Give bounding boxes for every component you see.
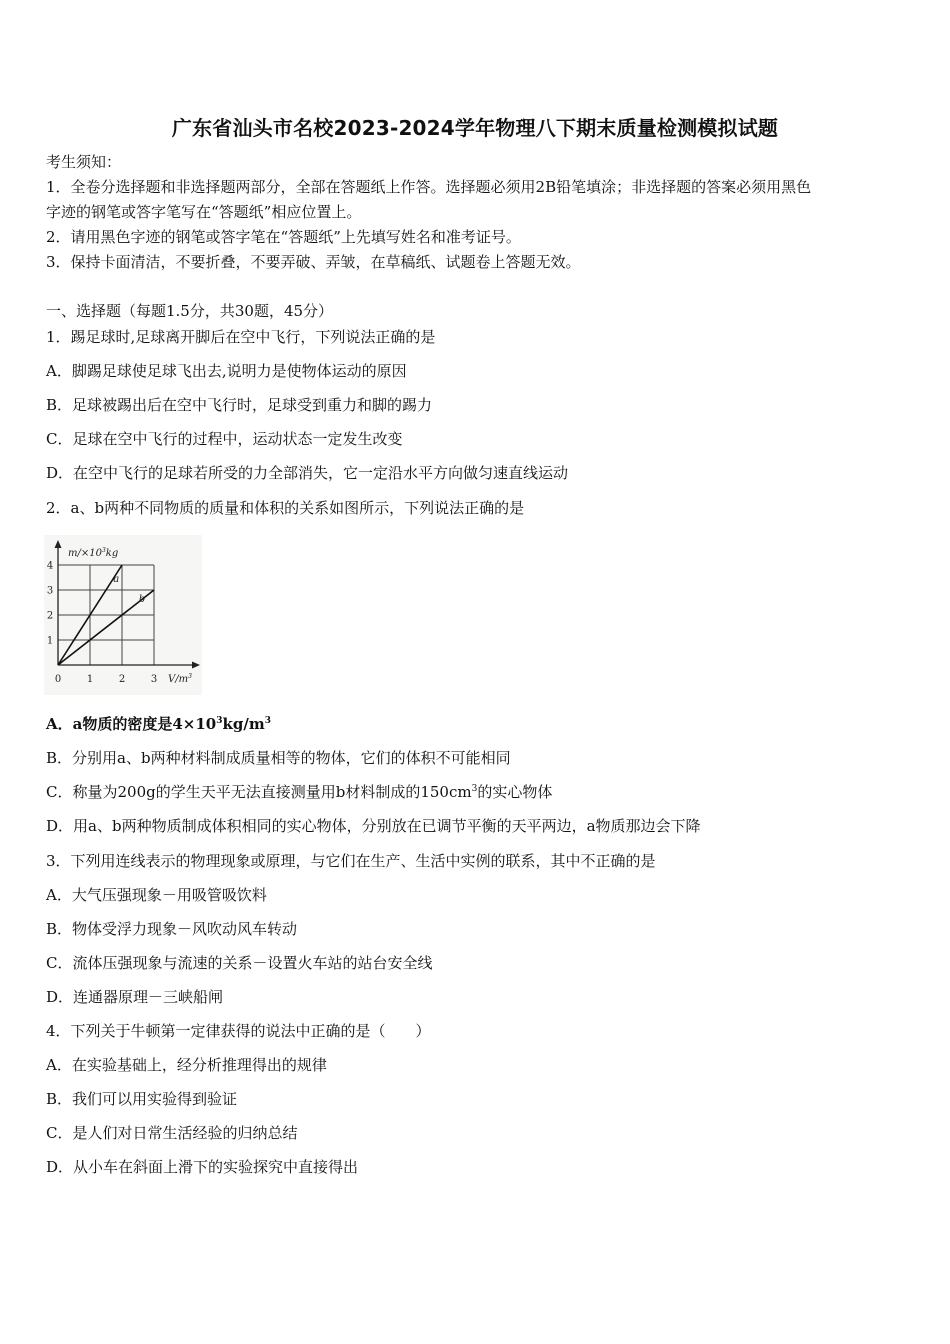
y-tick-label: 3 <box>46 585 54 597</box>
q4-option-a: A．在实验基础上，经分析推理得出的规律 <box>46 1056 327 1074</box>
q1-option-b: B．足球被踢出后在空中飞行时，足球受到重力和脚的踢力 <box>46 396 433 414</box>
q3-option-a: A．大气压强现象－用吸管吸饮料 <box>46 886 267 904</box>
q3-option-c: C．流体压强现象与流速的关系－设置火车站的站台安全线 <box>46 954 433 972</box>
notice-heading: 考生须知： <box>46 153 122 171</box>
y-tick-label: 1 <box>46 635 54 647</box>
x-axis-arrow <box>192 662 200 669</box>
mass-volume-graph <box>44 535 202 695</box>
q1-option-c: C．足球在空中飞行的过程中，运动状态一定发生改变 <box>46 430 403 448</box>
q3-stem: 3．下列用连线表示的物理现象或原理，与它们在生产、生活中实例的联系，其中不正确的是 <box>46 852 656 870</box>
y-axis-arrow <box>55 540 62 548</box>
q4-option-c: C．是人们对日常生活经验的归纳总结 <box>46 1124 298 1142</box>
notice-item-1-line-2: 字迹的钢笔或答字笔写在“答题纸”相应位置上。 <box>46 203 362 221</box>
origin-label: 0 <box>54 674 62 685</box>
q4-option-b: B．我们可以用实验得到验证 <box>46 1090 238 1108</box>
x-tick-label: 1 <box>86 674 94 685</box>
x-tick-label: 2 <box>118 674 126 685</box>
notice-item-3: 3．保持卡面清洁，不要折叠，不要弄破、弄皱，在草稿纸、试题卷上答题无效。 <box>46 253 581 271</box>
q1-option-a: A．脚踢足球使足球飞出去,说明力是使物体运动的原因 <box>46 362 407 380</box>
q2-option-b: B．分别用a、b两种材料制成质量相等的物体，它们的体积不可能相同 <box>46 749 511 767</box>
page-title: 广东省汕头市名校2023-2024学年物理八下期末质量检测模拟试题 <box>171 116 779 140</box>
y-tick-label: 2 <box>46 610 54 622</box>
q2-stem: 2．a、b两种不同物质的质量和体积的关系如图所示，下列说法正确的是 <box>46 499 525 517</box>
q2-option-a: A．a物质的密度是$4\times 10^3kg/m^3$ <box>46 715 272 733</box>
section-heading: 一、选择题（每题1.5分，共30题，45分） <box>46 302 334 320</box>
chart-grid <box>58 565 154 665</box>
q3-option-b: B．物体受浮力现象－风吹动风车转动 <box>46 920 298 938</box>
notice-item-2: 2．请用黑色字迹的钢笔或答字笔在“答题纸”上先填写姓名和准考证号。 <box>46 228 521 246</box>
mass-volume-chart-svg <box>44 535 202 695</box>
q2-option-d: D．用a、b两种物质制成体积相同的实心物体，分别放在已调节平衡的天平两边，a物质那边会下降 <box>46 817 701 835</box>
y-tick-label: 4 <box>46 560 54 572</box>
q4-option-d: D．从小车在斜面上滑下的实验探究中直接得出 <box>46 1158 359 1176</box>
x-tick-label: 3 <box>150 674 158 685</box>
q1-stem: 1．踢足球时,足球离开脚后在空中飞行，下列说法正确的是 <box>46 328 436 346</box>
q2-option-c: C．称量为200g的学生天平无法直接测量用b材料制成的$150cm^3$的实心物体 <box>46 783 553 801</box>
series-a-label: a <box>113 574 120 585</box>
x-axis-label: $V/m^3$ <box>168 673 192 685</box>
q3-option-d: D．连通器原理－三峡船闸 <box>46 988 224 1006</box>
series-b-label: b <box>138 594 146 605</box>
chart-ticks <box>47 561 157 686</box>
q1-option-d: D．在空中飞行的足球若所受的力全部消失，它一定沿水平方向做匀速直线运动 <box>46 464 569 482</box>
q4-stem: 4．下列关于牛顿第一定律获得的说法中正确的是（ ） <box>46 1022 431 1040</box>
y-axis-label: $m/\times 10^3kg$ <box>68 547 119 559</box>
notice-item-1-line-1: 1．全卷分选择题和非选择题两部分，全部在答题纸上作答。选择题必须用2B铅笔填涂；非选择题的答案必须用黑色 <box>46 178 812 196</box>
